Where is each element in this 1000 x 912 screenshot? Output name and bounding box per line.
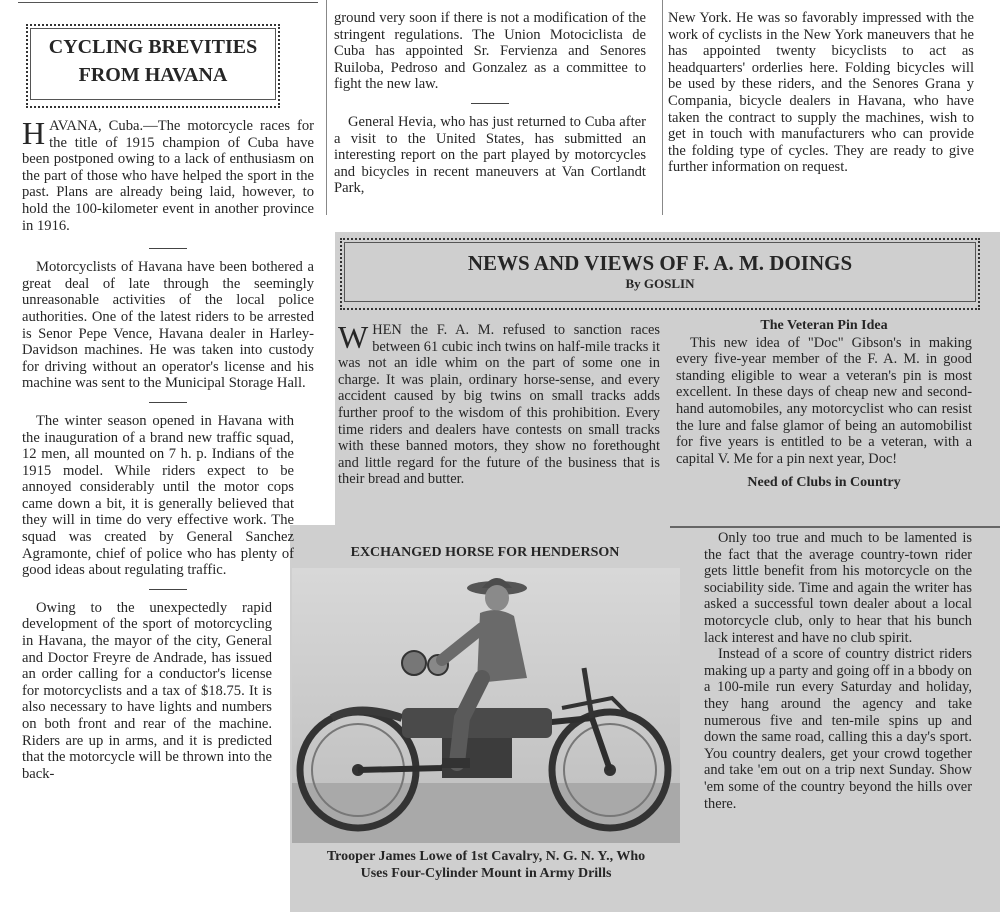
middle-paragraph-1: ground very soon if there is not a modification of the stringent regulations. The Union Motociclista de Cuba has appointed Sr. Fervienza and Senores Ruiloba, Pedroso and Gonzalez as a committee to fight the new law. [334,10,646,93]
article-paragraph-4: Owing to the unexpectedly rapid development of the sport of motorcycling in Havana, the mayor of the city, General and Doctor Freyre de Andrade, has issued an order calling for a conductor's license for motorcyclists and a tax of $18.75. It is also necessary to have lights and numbers on both front and rear of the machine. Riders are up in arms, and it is predicted that the motorcycle will be thrown into the back- [22,599,272,782]
headline-box [26,24,280,108]
clubs-heading: Need of Clubs in Country [747,475,901,491]
clubs-paragraph-2: Instead of a score of country district riders making up a party and going off in a bbody on a 100-mile run every Saturday and holiday, they hang around the agency and take numerous five and ten-mile spins up and down the same road, calling this a day's sport. You country dealers, get your crowd together and take 'em out on a trip next Sunday. Show 'em some of the country beyond the hills over there. [704,646,972,812]
top-rule [18,2,318,3]
right-paragraph: New York. He was so favorably impressed with the work of cyclists in the New York maneuvers that he has appointed twenty bicyclists to act as headquarters' orderlies here. Folding bicycles will be used by these riders, and the Senores Grana y Compania, bicycle dealers in Havana, who have taken the contract to supply the machines, wish to get in touch with manufacturers who can provide the folding type of cycles. They are ready to give further information on request. [668,10,974,176]
veteran-heading: The Veteran Pin Idea [760,318,888,333]
trooper-on-motorcycle-image [292,568,680,843]
middle-column-text [334,10,646,197]
separator [149,589,187,590]
fam-title: NEWS AND VIEWS OF F. A. M. DOINGS [467,251,853,275]
left-column-text [22,115,314,782]
photo-headline: EXCHANGED HORSE FOR HENDERSON [350,545,620,560]
clubs-text [704,530,972,812]
fam-right-text [676,318,972,492]
motorcycle-photo [292,568,680,843]
dropcap-h: H [22,115,46,151]
column-rule-1 [326,0,327,215]
fam-byline: By GOSLIN [625,276,695,291]
right-column-text [668,10,974,176]
article-paragraph-2: Motorcyclists of Havana have been bothered a great deal of late through the seemingly unreasonable activities of the local police authorities. One of the latest riders to be arrested is Senor Pepe Vence, Havana dealer in Harley-Davidson machines. He was taken into custody for driving without an operator's license and his machine was sent to the Municipal Storage Hall. [22,259,314,392]
separator [149,248,187,249]
clubs-paragraph-1: Only too true and much to be lamented is the fact that the average country-town rider gets little benefit from his motorcycle on the sociability side. Time and again the writer has asked a successful town dealer about a local motorcycle club, only to hear that his bunch lack interest and have no club spirit. [704,530,972,646]
column-rule-2 [662,0,663,215]
clubs-rule [670,526,1000,528]
veteran-paragraph: This new idea of "Doc" Gibson's in making every five-year member of the F. A. M. in good standing eligible to wear a veteran's pin is most excellent. In these days of cheap new and second-hand automobiles, any motorcyclist who can resist the lure and false glamor of being an automobilist for five years is entitled to be a veteran, with a capital V. Me for a pin next year, Doc! [676,334,972,467]
photo-caption-line-1: Trooper James Lowe of 1st Cavalry, N. G. N. Y., Who [326,849,646,864]
fam-main-text [338,319,660,488]
middle-paragraph-2: General Hevia, who has just returned to Cuba after a visit to the United States, has submitted an interesting report on the part played by motorcycles and bicycles in recent maneuvers at Van Cortlandt Park, [334,113,646,197]
dropcap-w: W [338,319,369,355]
separator [149,402,187,403]
photo-caption-line-2: Uses Four-Cylinder Mount in Army Drills [360,866,612,881]
separator [471,103,509,104]
headline-line-1: CYCLING BREVITIES [48,36,258,58]
fam-paragraph: WHEN the F. A. M. refused to sanction races between 61 cubic inch twins on half-mile tracks it was not an idle whim on the part of some one in charge. It was plain, ordinary horse-sense, and every accident caused by big twins on small tracks adds further proof to the wisdom of this prohibition. Every time riders and dealers have contests on small tracks with these banned motors, they show no forethought and little regard for the future of the business that is their bread and butter. [338,319,660,488]
article-paragraph-3: The winter season opened in Havana with the inauguration of a brand new traffic squad, 12 men, all mounted on 7 h. p. Indians of the 1915 model. While riders expect to be annoyed considerably until the motor cops came down a bit, it is generally believed that they will in time do very effective work. The squad was created by General Sanchez Agramonte, chief of police who has plenty of good ideas about regulating traffic. [22,412,294,579]
photo-caption [292,848,680,882]
headline-line-2: FROM HAVANA [78,64,228,86]
article-paragraph-1: HAVANA, Cuba.—The motorcycle races for the title of 1915 champion of Cuba have been postponed owing to a lack of enthusiasm on the part of those who have helped the sport in the past. Plans are already being laid, however, to hold the 100-kilometer event in another province in 1916. [22,115,314,234]
fam-header-box [340,238,980,310]
